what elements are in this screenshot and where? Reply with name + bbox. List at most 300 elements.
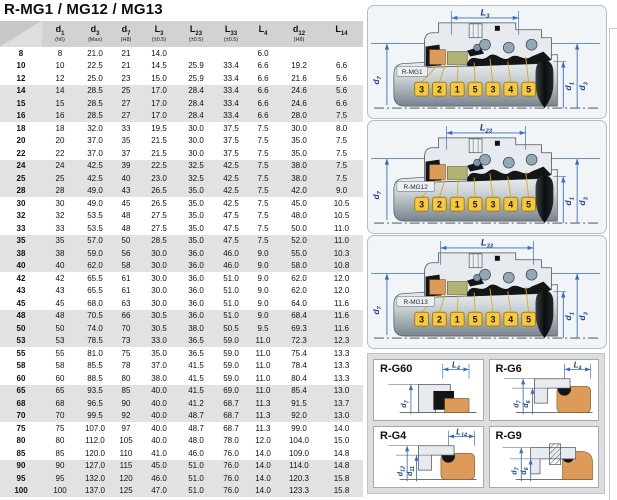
table-cell: 10 bbox=[55, 61, 65, 71]
col-header-L23: $L_{23}$ (±0.5) bbox=[178, 21, 214, 47]
spring bbox=[480, 269, 491, 280]
callout-chip bbox=[450, 312, 464, 326]
table-cell: 42.5 bbox=[223, 173, 239, 183]
table-cell: 7.5 bbox=[257, 136, 269, 146]
table-cell: 27 bbox=[121, 98, 131, 108]
table-cell: 42.5 bbox=[87, 161, 103, 171]
table-cell: 91.5 bbox=[291, 398, 307, 408]
table-cell: 70 bbox=[121, 323, 131, 333]
table-cell: 28 bbox=[16, 186, 26, 196]
table-cell: 33 bbox=[55, 223, 65, 233]
table-cell: 39 bbox=[121, 161, 131, 171]
table-cell: 51.0 bbox=[223, 273, 239, 283]
table-cell: 42.5 bbox=[223, 161, 239, 171]
table-cell: 28.5 bbox=[151, 236, 167, 246]
table-cell: 48 bbox=[16, 311, 26, 321]
table-cell: 80 bbox=[121, 373, 131, 383]
table-row bbox=[0, 247, 363, 260]
table-cell: 14.0 bbox=[255, 473, 271, 483]
callout-chip bbox=[468, 197, 482, 211]
table-cell: 41.5 bbox=[188, 373, 204, 383]
table-cell: 42.5 bbox=[223, 186, 239, 196]
table-cell: 8 bbox=[57, 48, 63, 58]
table-row bbox=[0, 135, 363, 148]
table-cell: 7.5 bbox=[257, 148, 269, 158]
table-cell: 15.0 bbox=[151, 73, 167, 83]
table-cell: 11.3 bbox=[255, 411, 271, 421]
table-cell: 38 bbox=[16, 248, 26, 258]
set-screw bbox=[495, 256, 500, 261]
table-cell: 11.6 bbox=[334, 298, 349, 308]
table-cell: 100 bbox=[53, 486, 67, 496]
table-cell: 28.5 bbox=[87, 98, 103, 108]
table-cell: 33.0 bbox=[151, 336, 167, 346]
table-cell: 35.0 bbox=[188, 198, 204, 208]
table-cell: 28.4 bbox=[188, 86, 204, 96]
table-cell: 37.0 bbox=[87, 148, 103, 158]
table-row bbox=[0, 110, 363, 123]
table-cell: 42.0 bbox=[291, 186, 307, 196]
table-row bbox=[0, 272, 363, 285]
spring bbox=[526, 269, 537, 280]
col-header-L4: $L_4$ bbox=[248, 21, 278, 47]
table-cell: 68.7 bbox=[223, 423, 239, 433]
table-cell: 40.0 bbox=[151, 423, 167, 433]
col-header-d12: $d_{12}$ (H8) bbox=[278, 21, 320, 47]
table-cell: 21 bbox=[121, 48, 131, 58]
page-edge-line bbox=[609, 28, 617, 500]
svg-text:d1: $d_1$ bbox=[563, 312, 576, 321]
table-cell: 11.0 bbox=[255, 361, 271, 371]
table-cell: 13.0 bbox=[333, 386, 350, 396]
table-cell: 50 bbox=[55, 323, 65, 333]
seal-assembly bbox=[425, 253, 552, 298]
spring bbox=[526, 39, 537, 50]
table-cell: 50.0 bbox=[291, 223, 307, 233]
table-cell: 6.6 bbox=[335, 98, 348, 108]
table-cell: 26.5 bbox=[151, 198, 167, 208]
table-cell: 6.6 bbox=[257, 73, 269, 83]
table-cell: 51.0 bbox=[188, 473, 204, 483]
table-row bbox=[0, 397, 363, 410]
table-row bbox=[0, 85, 363, 98]
table-cell bbox=[278, 47, 320, 60]
table-cell: 30.0 bbox=[188, 123, 204, 133]
table-cell: 51.0 bbox=[223, 286, 239, 296]
spring bbox=[480, 39, 491, 50]
table-cell: 30 bbox=[16, 198, 26, 208]
table-cell: 22 bbox=[55, 148, 65, 158]
table-cell: 78 bbox=[121, 361, 131, 371]
table-cell: 7.5 bbox=[257, 123, 269, 133]
table-cell: 47.5 bbox=[223, 223, 239, 233]
table-cell: 105 bbox=[119, 436, 133, 446]
svg-text:d3: $d_3$ bbox=[577, 82, 590, 91]
table-cell: 48 bbox=[121, 223, 131, 233]
table-cell: 90 bbox=[55, 461, 65, 471]
table-cell: 12.3 bbox=[333, 336, 350, 346]
dim-left bbox=[371, 159, 389, 220]
table-cell: 11.0 bbox=[334, 223, 349, 233]
table-cell: 70 bbox=[16, 411, 26, 421]
table-cell: 15 bbox=[16, 98, 26, 108]
table-cell: 17.0 bbox=[151, 111, 167, 121]
table-cell: 35.0 bbox=[188, 236, 204, 246]
table-cell: 61 bbox=[121, 273, 131, 283]
table-cell: 40 bbox=[55, 261, 65, 271]
table-cell: 40.0 bbox=[151, 386, 167, 396]
table-cell: 88.5 bbox=[87, 373, 103, 383]
table-row bbox=[0, 347, 363, 360]
table-cell: 20 bbox=[55, 136, 65, 146]
svg-text:1: 1 bbox=[454, 84, 460, 95]
table-cell: 15.0 bbox=[333, 436, 350, 446]
spring bbox=[480, 154, 491, 165]
svg-text:d6: $d_6$ bbox=[522, 400, 532, 408]
table-cell: 62.0 bbox=[291, 273, 307, 283]
table-cell: 22.5 bbox=[87, 61, 103, 71]
table-cell: 18 bbox=[16, 123, 26, 133]
table-cell: 27.5 bbox=[151, 211, 167, 221]
svg-text:L4: $L_4$ bbox=[451, 360, 460, 372]
table-cell: 41.5 bbox=[188, 386, 204, 396]
svg-text:d7: $d_7$ bbox=[370, 306, 384, 315]
svg-text:d7: $d_7$ bbox=[370, 191, 384, 200]
table-cell: 13.7 bbox=[333, 398, 350, 408]
table-cell: 93.5 bbox=[87, 386, 103, 396]
callout-chip bbox=[450, 82, 464, 96]
table-cell: 120.3 bbox=[288, 473, 310, 483]
table-cell: 59.0 bbox=[87, 248, 103, 258]
dim-left bbox=[407, 455, 419, 481]
table-cell: 65 bbox=[55, 386, 65, 396]
table-cell: 37.0 bbox=[151, 361, 167, 371]
svg-text:d3: $d_3$ bbox=[577, 312, 590, 321]
table-cell: 33.4 bbox=[223, 61, 239, 71]
table-cell: 41.2 bbox=[188, 398, 204, 408]
table-cell: 51.0 bbox=[223, 298, 239, 308]
svg-text:5: 5 bbox=[526, 84, 532, 95]
table-cell: 53 bbox=[16, 336, 26, 346]
svg-text:R-MG13: R-MG13 bbox=[403, 299, 428, 307]
model-label bbox=[397, 181, 435, 191]
table-cell: 6.6 bbox=[257, 98, 269, 108]
seat-cell-r-g60 bbox=[373, 359, 484, 421]
set-screw bbox=[495, 141, 500, 146]
table-row bbox=[0, 260, 363, 273]
dim-right bbox=[553, 44, 589, 108]
table-cell: 30.0 bbox=[291, 123, 307, 133]
table-cell: 62.0 bbox=[291, 286, 307, 296]
table-row bbox=[0, 60, 363, 73]
table-cell: 55 bbox=[55, 348, 65, 358]
callout-chip bbox=[486, 197, 500, 211]
callout-chip bbox=[450, 197, 464, 211]
table-cell: 8.0 bbox=[335, 123, 348, 133]
table-cell: 48.0 bbox=[291, 211, 307, 221]
table-cell: 37.5 bbox=[223, 123, 239, 133]
spring bbox=[503, 42, 514, 53]
table-cell: 85.5 bbox=[87, 361, 103, 371]
table-cell: 99.5 bbox=[87, 411, 103, 421]
table-cell: 48.7 bbox=[188, 411, 204, 421]
table-cell: 7.5 bbox=[257, 173, 269, 183]
table-cell: 48.0 bbox=[188, 436, 204, 446]
table-cell: 12 bbox=[55, 73, 65, 83]
table-row bbox=[0, 172, 363, 185]
table-cell: 14 bbox=[55, 86, 65, 96]
table-cell: 76.0 bbox=[223, 473, 239, 483]
seat-label: R-G6 bbox=[495, 363, 522, 375]
table-cell: 90 bbox=[121, 398, 131, 408]
table-cell: 26.5 bbox=[151, 186, 167, 196]
table-cell: 28 bbox=[55, 186, 65, 196]
table-row bbox=[0, 472, 363, 485]
table-cell: 15 bbox=[55, 98, 65, 108]
table-cell: 55 bbox=[16, 348, 26, 358]
table-cell: 65 bbox=[16, 386, 26, 396]
table-cell: 7.5 bbox=[335, 136, 348, 146]
svg-text:L23: $L_{23}$ bbox=[479, 122, 493, 135]
svg-text:3: 3 bbox=[490, 199, 496, 210]
svg-text:4: 4 bbox=[508, 314, 514, 325]
table-cell: 36.0 bbox=[188, 261, 204, 271]
table-cell: 14.0 bbox=[255, 461, 271, 471]
table-cell: 76.0 bbox=[223, 461, 239, 471]
table-row bbox=[0, 485, 363, 498]
table-cell: 17.0 bbox=[151, 86, 167, 96]
table-cell: 5.6 bbox=[335, 73, 348, 83]
table-row bbox=[0, 72, 363, 85]
table-cell: 21.0 bbox=[87, 48, 103, 58]
callout-chip bbox=[468, 312, 482, 326]
seat-ring bbox=[445, 398, 469, 412]
table-cell: 13.0 bbox=[333, 411, 350, 421]
table-cell: 40.0 bbox=[151, 436, 167, 446]
table-cell: 85 bbox=[121, 386, 131, 396]
table-cell: 47.5 bbox=[223, 211, 239, 221]
table-cell: 76.0 bbox=[223, 486, 239, 496]
table-cell: 28.4 bbox=[188, 98, 204, 108]
table-cell: 7.5 bbox=[335, 161, 348, 171]
svg-text:3: 3 bbox=[419, 314, 425, 325]
table-cell: 13.3 bbox=[333, 348, 350, 358]
table-cell: 59.0 bbox=[223, 361, 239, 371]
table-cell: 17.0 bbox=[151, 98, 167, 108]
table-cell: 25.0 bbox=[87, 73, 103, 83]
table-cell: 10.3 bbox=[333, 248, 350, 258]
callout-chip bbox=[486, 312, 500, 326]
callout-chip bbox=[486, 82, 500, 96]
table-cell: 70 bbox=[55, 411, 65, 421]
svg-text:d12: $d_{12}$ bbox=[397, 465, 407, 477]
table-cell: 75.4 bbox=[291, 348, 307, 358]
col-header-d3: $d_3$ (Max) bbox=[78, 21, 112, 47]
table-cell: 11.3 bbox=[255, 398, 271, 408]
table-cell: 30.0 bbox=[151, 286, 167, 296]
table-row bbox=[0, 147, 363, 160]
callout-chip bbox=[522, 82, 536, 96]
seat-cell-r-g6 bbox=[489, 359, 600, 421]
svg-text:d1: $d_1$ bbox=[563, 197, 576, 206]
svg-text:1: 1 bbox=[454, 199, 460, 210]
svg-text:d7: $d_7$ bbox=[512, 400, 523, 408]
table-cell: 14.0 bbox=[255, 448, 271, 458]
table-cell: 107.0 bbox=[84, 423, 106, 433]
dim-left bbox=[371, 274, 389, 335]
table-cell: 14 bbox=[16, 86, 26, 96]
page-title: R-MG1 / MG12 / MG13 bbox=[4, 1, 163, 18]
table-cell: 40.0 bbox=[151, 411, 167, 421]
table-cell: 65.5 bbox=[87, 273, 103, 283]
svg-text:3: 3 bbox=[490, 84, 496, 95]
table-cell: 32.5 bbox=[188, 173, 204, 183]
table-cell: 7.5 bbox=[257, 161, 269, 171]
table-cell: 64.0 bbox=[291, 298, 307, 308]
table-cell: 7.5 bbox=[257, 198, 269, 208]
table-cell: 33 bbox=[121, 123, 131, 133]
table-cell: 14.0 bbox=[151, 48, 167, 58]
mg-panel-r-mg1 bbox=[367, 5, 607, 119]
dim-right bbox=[553, 159, 589, 223]
table-row bbox=[0, 297, 363, 310]
table-cell: 35.0 bbox=[291, 136, 307, 146]
table-cell: 42.5 bbox=[223, 198, 239, 208]
col-header-d7: $d_7$ (H8) bbox=[112, 21, 140, 47]
seat-ring bbox=[430, 165, 446, 180]
svg-text:L14: $L_{14}$ bbox=[456, 427, 467, 439]
table-cell: 38.0 bbox=[188, 323, 204, 333]
table-cell: 30.0 bbox=[151, 298, 167, 308]
table-cell: 24 bbox=[55, 161, 65, 171]
dim-top bbox=[443, 361, 469, 379]
table-cell: 24.6 bbox=[291, 86, 307, 96]
dim-top bbox=[564, 361, 590, 379]
table-cell: 36.0 bbox=[188, 273, 204, 283]
table-cell: 75 bbox=[121, 348, 131, 358]
table-cell: 32 bbox=[55, 211, 65, 221]
table-cell: 24 bbox=[16, 161, 26, 171]
callout-chip bbox=[415, 82, 429, 96]
svg-text:d7: $d_7$ bbox=[511, 467, 521, 475]
table-cell: 69.3 bbox=[291, 323, 307, 333]
table-cell: 51.0 bbox=[188, 486, 204, 496]
callout-chip bbox=[504, 197, 518, 211]
table-cell: 14.5 bbox=[151, 61, 167, 71]
mg-panel-r-mg12 bbox=[367, 120, 607, 234]
set-screw bbox=[495, 26, 500, 31]
table-cell: 73 bbox=[121, 336, 131, 346]
table-row bbox=[0, 410, 363, 423]
table-cell: 59.0 bbox=[223, 336, 239, 346]
table-cell: 49.0 bbox=[87, 186, 103, 196]
table-cell: 74.0 bbox=[87, 323, 103, 333]
table-cell: 109.0 bbox=[288, 448, 310, 458]
svg-text:d1: $d_1$ bbox=[563, 82, 576, 91]
table-cell: 35.0 bbox=[188, 211, 204, 221]
spring bbox=[503, 272, 514, 283]
table-cell: 50.5 bbox=[223, 323, 239, 333]
dim-left bbox=[511, 448, 523, 482]
col-header-L3: $L_3$ (±0.5) bbox=[140, 21, 178, 47]
table-cell: 28.5 bbox=[87, 86, 103, 96]
table-cell: 56 bbox=[121, 248, 131, 258]
table-cell: 11.0 bbox=[255, 373, 271, 383]
table-cell bbox=[178, 47, 214, 60]
table-cell: 46.0 bbox=[151, 473, 167, 483]
model-label bbox=[397, 296, 435, 306]
table-cell: 13.3 bbox=[333, 361, 350, 371]
table-cell: 30 bbox=[55, 198, 65, 208]
table-cell: 68.4 bbox=[291, 311, 307, 321]
svg-text:L3: $L_3$ bbox=[480, 7, 490, 20]
svg-text:d11: $d_{11}$ bbox=[406, 466, 416, 477]
callout-chip bbox=[432, 312, 446, 326]
table-cell: 95 bbox=[16, 473, 26, 483]
mg-diagram bbox=[369, 7, 603, 115]
table-cell: 14.0 bbox=[255, 486, 271, 496]
svg-text:5: 5 bbox=[472, 314, 478, 325]
table-cell: 28.5 bbox=[87, 111, 103, 121]
table-cell: 75 bbox=[16, 423, 26, 433]
table-cell: 69.0 bbox=[223, 386, 239, 396]
table-cell: 35.0 bbox=[151, 348, 167, 358]
svg-text:5: 5 bbox=[526, 199, 532, 210]
table-cell: 10 bbox=[16, 61, 26, 71]
table-cell: 7.5 bbox=[257, 236, 269, 246]
table-cell: 46.0 bbox=[188, 448, 204, 458]
table-cell: 9.0 bbox=[257, 298, 269, 308]
diagram-section bbox=[364, 0, 617, 500]
table-cell: 85 bbox=[55, 448, 65, 458]
table-cell: 38.0 bbox=[151, 373, 167, 383]
table-row bbox=[0, 372, 363, 385]
table-cell: 25 bbox=[121, 86, 131, 96]
table-cell bbox=[320, 47, 363, 60]
clamp-hatch bbox=[549, 444, 560, 465]
table-cell: 43 bbox=[55, 286, 65, 296]
table-cell: 6.6 bbox=[257, 111, 269, 121]
table-cell: 33 bbox=[16, 223, 26, 233]
table-row bbox=[0, 197, 363, 210]
table-cell: 114.0 bbox=[289, 461, 309, 471]
seal-assembly bbox=[425, 23, 552, 68]
svg-text:L33: $L_{33}$ bbox=[480, 237, 494, 250]
table-row bbox=[0, 322, 363, 335]
table-cell: 50 bbox=[16, 323, 26, 333]
table-cell: 58.0 bbox=[291, 261, 307, 271]
table-cell: 127.0 bbox=[84, 461, 106, 471]
table-cell: 16 bbox=[55, 111, 65, 121]
model-label bbox=[397, 66, 428, 76]
table-row bbox=[0, 185, 363, 198]
face-ring bbox=[447, 167, 467, 180]
table-cell: 76.0 bbox=[223, 448, 239, 458]
seat-detail-grid bbox=[367, 353, 605, 494]
table-cell: 6.6 bbox=[335, 61, 348, 71]
svg-text:d3: $d_3$ bbox=[577, 197, 590, 206]
seat-label: R-G4 bbox=[380, 430, 407, 442]
table-cell: 43 bbox=[16, 286, 26, 296]
dimension-table bbox=[0, 21, 363, 497]
mg-diagram bbox=[369, 122, 603, 230]
table-cell: 30.5 bbox=[151, 311, 167, 321]
table-cell: 10.5 bbox=[333, 211, 350, 221]
seal-assembly bbox=[425, 138, 552, 183]
table-cell: 10.5 bbox=[333, 198, 350, 208]
seat-ring bbox=[430, 280, 446, 295]
dim-left bbox=[520, 459, 532, 482]
